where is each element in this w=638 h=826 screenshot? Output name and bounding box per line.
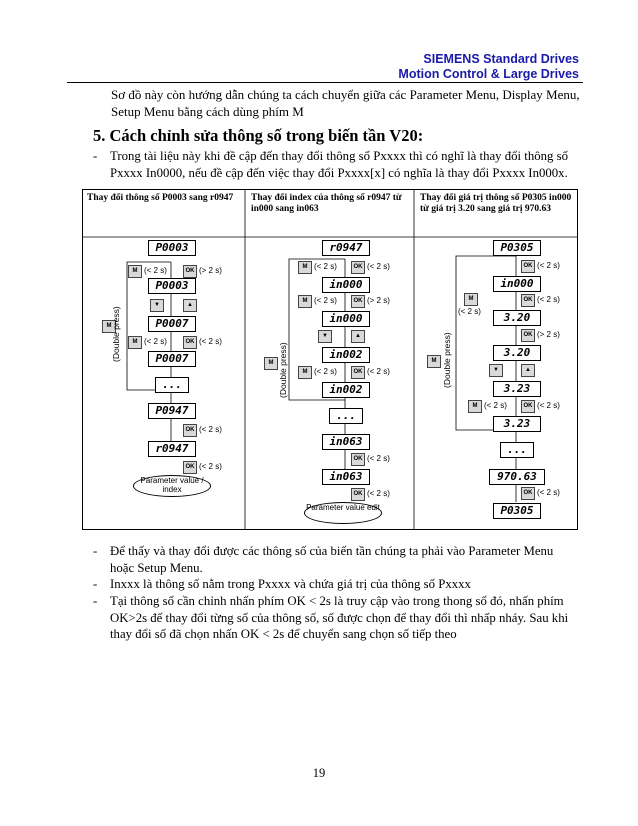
ok-key: OK bbox=[183, 461, 197, 474]
m-key: M bbox=[468, 400, 482, 413]
display-in000: in000 bbox=[493, 276, 541, 292]
display-ellipsis: ... bbox=[155, 377, 189, 393]
intro-paragraph: Sơ đồ này còn hướng dẫn chúng ta cách chuyển giữa các Parameter Menu, Display Menu, Setup Menu bằng cách dùng phím M bbox=[111, 87, 580, 119]
col1-title: Thay đổi thông số P0003 sang r0947 bbox=[87, 193, 234, 203]
ok-key: OK bbox=[521, 487, 535, 500]
label-lt2s: (< 2 s) bbox=[144, 266, 167, 275]
display-p0305: P0305 bbox=[493, 240, 541, 256]
ok-key: OK bbox=[521, 329, 535, 342]
display-p0305-b: P0305 bbox=[493, 503, 541, 519]
bullet-ok-key: Tại thông số cần chỉnh nhấn phím OK < 2s là truy cập vào trong thong số đó, nhấn phím OK>2s để thay đổi từng số của thông số, số được chọn để thay đổi thì nhấp nháy. Sau khi thay đổi số đã chọn nhấn OK < 2s để chuyển sang chọn số tiếp theo bbox=[110, 594, 569, 641]
oval-parameter-value-edit: Parameter value edit bbox=[304, 502, 382, 524]
flow-diagram bbox=[82, 189, 578, 530]
label-lt2s: (< 2 s) bbox=[314, 367, 337, 376]
bullet-inxxx: Inxxx là thông số nằm trong Pxxxx và chứa giá trị của thông số Pxxxx bbox=[110, 577, 471, 591]
m-key: M bbox=[298, 295, 312, 308]
bullet-dash: - bbox=[93, 594, 98, 608]
m-key: M bbox=[464, 293, 478, 306]
ok-key: OK bbox=[351, 295, 365, 308]
bullet-parameter-menu: Để thấy và thay đổi được các thông số của biến tần chúng ta phải vào Parameter Menu hoặc Setup Menu. bbox=[110, 544, 554, 575]
up-key: ▲ bbox=[521, 364, 535, 377]
label-lt2s: (< 2 s) bbox=[199, 425, 222, 434]
label-lt2s: (< 2 s) bbox=[367, 262, 390, 271]
display-p0947: P0947 bbox=[148, 403, 196, 419]
label-lt2s: (< 2 s) bbox=[484, 401, 507, 410]
display-p0007: P0007 bbox=[148, 316, 196, 332]
up-key: ▲ bbox=[351, 330, 365, 343]
ok-key: OK bbox=[521, 294, 535, 307]
display-3-20-edit: 3.20 bbox=[493, 345, 541, 361]
m-key: M bbox=[427, 355, 441, 368]
down-key: ▼ bbox=[150, 299, 164, 312]
display-in000-edit: in000 bbox=[322, 311, 370, 327]
label-gt2s: (> 2 s) bbox=[537, 330, 560, 339]
label-double-press: (Double press) bbox=[442, 332, 452, 388]
col2-title: Thay đổi index của thông số r0947 từ in000 sang in063 bbox=[251, 193, 402, 214]
header-rule bbox=[67, 82, 583, 83]
header-brand: SIEMENS Standard Drives bbox=[423, 52, 579, 66]
display-p0003-edit: P0003 bbox=[148, 278, 196, 294]
label-double-press: (Double press) bbox=[278, 342, 288, 398]
label-lt2s: (< 2 s) bbox=[314, 262, 337, 271]
header-division: Motion Control & Large Drives bbox=[398, 67, 579, 81]
ok-key: OK bbox=[351, 488, 365, 501]
display-in063: in063 bbox=[322, 434, 370, 450]
bullet-definition: Trong tài liệu này khi đề cập đến thay đổi thông số Pxxxx thì có nghĩ là thay đổi thông số Pxxxx In0000, nếu đề cập đến việc thay đổi Pxxxx[x] có nghĩa là thay đổi Pxxxx In000x. bbox=[110, 149, 569, 180]
ok-key: OK bbox=[351, 366, 365, 379]
display-in002: in002 bbox=[322, 347, 370, 363]
display-3-23-b: 3.23 bbox=[493, 416, 541, 432]
m-key: M bbox=[298, 366, 312, 379]
label-gt2s: (> 2 s) bbox=[199, 266, 222, 275]
ok-key: OK bbox=[521, 400, 535, 413]
display-3-20: 3.20 bbox=[493, 310, 541, 326]
bullet-dash: - bbox=[93, 577, 98, 591]
label-lt2s: (< 2 s) bbox=[199, 462, 222, 471]
down-key: ▼ bbox=[489, 364, 503, 377]
label-gt2s: (> 2 s) bbox=[367, 296, 390, 305]
m-key: M bbox=[298, 261, 312, 274]
oval-parameter-value-index: Parameter value / index bbox=[133, 475, 211, 497]
label-lt2s: (< 2 s) bbox=[367, 454, 390, 463]
m-key: M bbox=[264, 357, 278, 370]
label-lt2s: (< 2 s) bbox=[314, 296, 337, 305]
section-title: 5. Cách chỉnh sửa thông số trong biến tần V20: bbox=[93, 126, 424, 145]
ok-key: OK bbox=[183, 265, 197, 278]
ok-key: OK bbox=[521, 260, 535, 273]
label-lt2s: (< 2 s) bbox=[144, 337, 167, 346]
display-in063-b: in063 bbox=[322, 469, 370, 485]
display-p0007-b: P0007 bbox=[148, 351, 196, 367]
ok-key: OK bbox=[351, 453, 365, 466]
label-lt2s: (< 2 s) bbox=[199, 337, 222, 346]
m-key: M bbox=[102, 320, 116, 333]
display-ellipsis: ... bbox=[500, 442, 534, 458]
m-key: M bbox=[128, 336, 142, 349]
ok-key: OK bbox=[183, 424, 197, 437]
label-lt2s: (< 2 s) bbox=[537, 295, 560, 304]
label-lt2s: (< 2 s) bbox=[367, 367, 390, 376]
label-lt2s: (< 2 s) bbox=[458, 307, 481, 316]
display-r0947: r0947 bbox=[322, 240, 370, 256]
up-key: ▲ bbox=[183, 299, 197, 312]
bullet-dash: - bbox=[93, 149, 98, 163]
display-in000: in000 bbox=[322, 277, 370, 293]
label-lt2s: (< 2 s) bbox=[537, 488, 560, 497]
ok-key: OK bbox=[351, 261, 365, 274]
display-r0947: r0947 bbox=[148, 441, 196, 457]
display-ellipsis: ... bbox=[329, 408, 363, 424]
display-970-63: 970.63 bbox=[489, 469, 545, 485]
down-key: ▼ bbox=[318, 330, 332, 343]
ok-key: OK bbox=[183, 336, 197, 349]
label-lt2s: (< 2 s) bbox=[537, 401, 560, 410]
display-3-23: 3.23 bbox=[493, 381, 541, 397]
label-lt2s: (< 2 s) bbox=[537, 261, 560, 270]
display-p0003: P0003 bbox=[148, 240, 196, 256]
page-number: 19 bbox=[312, 766, 326, 780]
display-in002-b: in002 bbox=[322, 382, 370, 398]
bullet-dash: - bbox=[93, 544, 98, 558]
col3-title: Thay đổi giá trị thông số P0305 in000 từ giá trị 3.20 sang giá trị 970.63 bbox=[420, 193, 572, 214]
m-key: M bbox=[128, 265, 142, 278]
label-double-press: (Double press) bbox=[111, 306, 121, 362]
label-lt2s: (< 2 s) bbox=[367, 489, 390, 498]
